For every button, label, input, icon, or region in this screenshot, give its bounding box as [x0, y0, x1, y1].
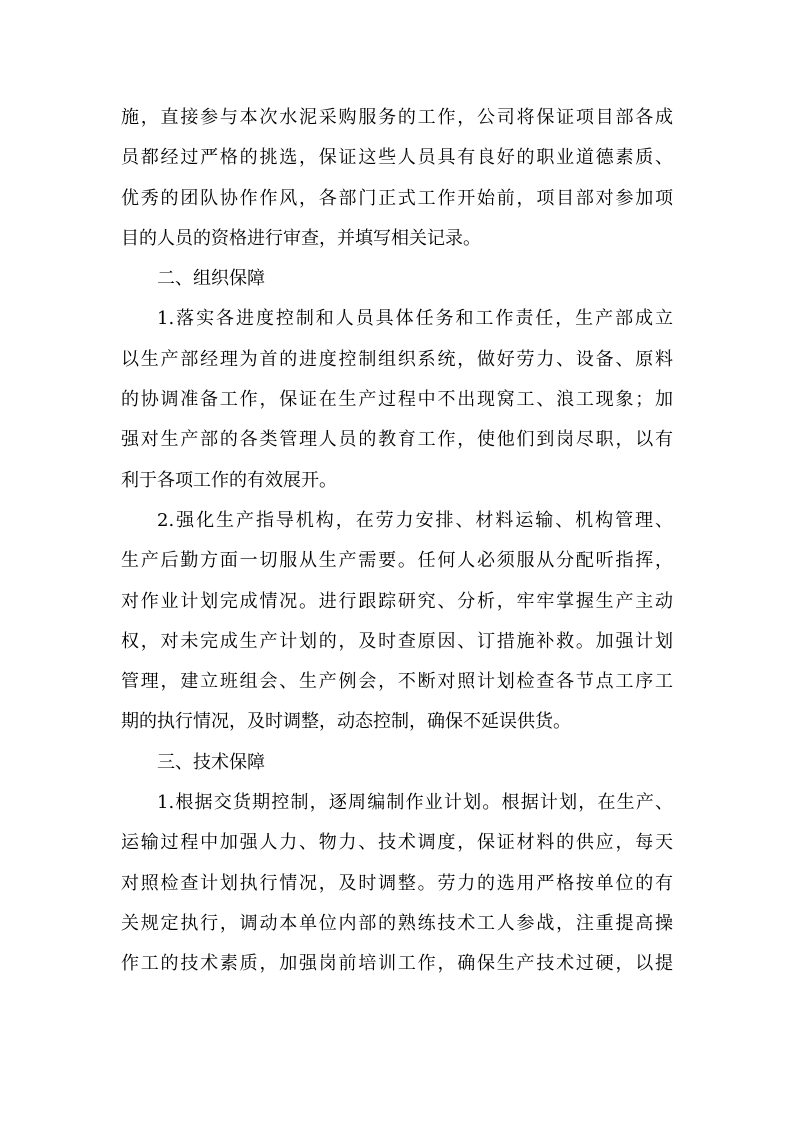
text-line: 期的执行情况，及时调整，动态控制，确保不延误供货。 — [121, 711, 571, 733]
text-line: 强对生产部的各类管理人员的教育工作，使他们到岗尽职，以有 — [121, 429, 673, 451]
text-line: 2.强化生产指导机构，在劳力安排、材料运输、机构管理、 — [157, 509, 673, 531]
paragraph-staff-qualification — [121, 98, 673, 259]
text-line: 关规定执行，调动本单位内部的熟练技术工人参战，注重提高操 — [121, 912, 673, 934]
paragraph-organization-2 — [121, 501, 673, 743]
section-heading-technical — [121, 743, 673, 783]
text-line: 运输过程中加强人力、物力、技术调度，保证材料的供应，每天 — [121, 832, 673, 854]
text-line: 1.落实各进度控制和人员具体任务和工作责任，生产部成立 — [157, 308, 673, 330]
section-heading-organization — [121, 259, 673, 299]
text-line: 以生产部经理为首的进度控制组织系统，做好劳力、设备、原料 — [121, 348, 673, 370]
text-line: 作工的技术素质，加强岗前培训工作，确保生产技术过硬，以提 — [121, 953, 673, 975]
document-body — [121, 98, 673, 985]
text-line: 权，对未完成生产计划的，及时查原因、订措施补救。加强计划 — [121, 630, 673, 652]
text-line: 对作业计划完成情况。进行跟踪研究、分析，牢牢掌握生产主动 — [121, 590, 673, 612]
text-line: 施，直接参与本次水泥采购服务的工作，公司将保证项目部各成 — [121, 107, 673, 128]
text-line: 优秀的团队协作作风，各部门正式工作开始前，项目部对参加项 — [121, 187, 673, 209]
section-heading: 二、组织保障 — [157, 268, 265, 290]
text-line: 生产后勤方面一切服从生产需要。任何人必须服从分配听指挥， — [121, 550, 673, 572]
section-heading: 三、技术保障 — [157, 751, 265, 773]
text-line: 员都经过严格的挑选，保证这些人员具有良好的职业道德素质、 — [121, 147, 673, 169]
text-line: 目的人员的资格进行审查，并填写相关记录。 — [121, 227, 481, 249]
text-line: 1.根据交货期控制，逐周编制作业计划。根据计划，在生产、 — [157, 792, 673, 814]
paragraph-technical-1 — [121, 783, 673, 984]
text-line: 的协调准备工作，保证在生产过程中不出现窝工、浪工现象；加 — [121, 389, 673, 411]
paragraph-organization-1 — [121, 299, 673, 500]
text-line: 利于各项工作的有效展开。 — [121, 469, 337, 491]
text-line: 对照检查计划执行情况，及时调整。劳力的选用严格按单位的有 — [121, 872, 673, 894]
text-line: 管理，建立班组会、生产例会，不断对照计划检查各节点工序工 — [121, 671, 673, 693]
